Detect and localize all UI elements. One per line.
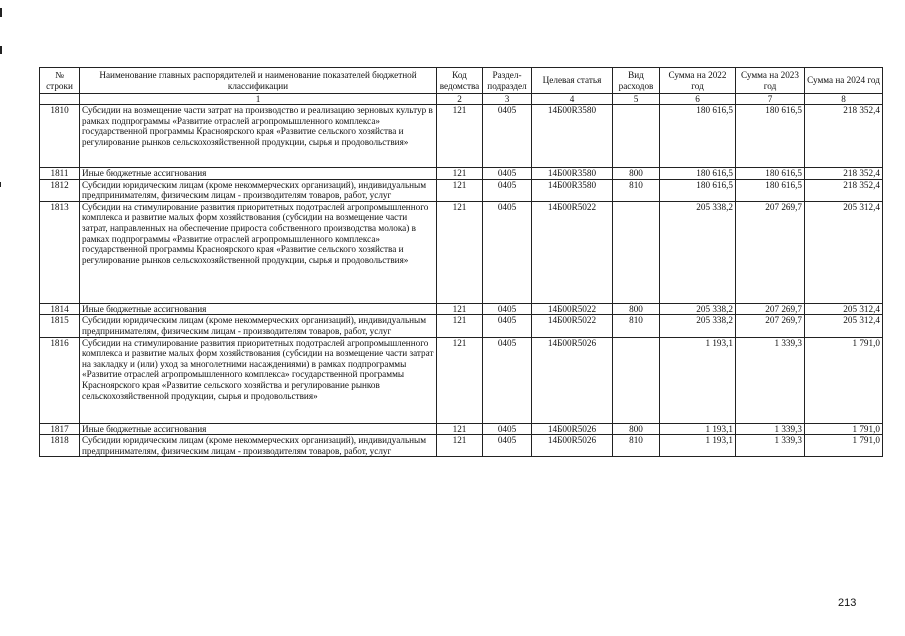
sum-2022: 205 338,2 <box>660 315 736 337</box>
column-number-row <box>40 94 883 105</box>
department-code: 121 <box>437 435 483 457</box>
expense-type <box>613 337 660 423</box>
column-number <box>40 94 80 105</box>
sum-2022: 1 193,1 <box>660 435 736 457</box>
sum-2022: 1 193,1 <box>660 423 736 435</box>
column-number: 8 <box>805 94 883 105</box>
expense-type: 810 <box>613 315 660 337</box>
sum-2022: 205 338,2 <box>660 303 736 315</box>
expense-type: 810 <box>613 435 660 457</box>
sum-2024: 1 791,0 <box>805 435 883 457</box>
header-cell-sum-2024: Сумма на 2024 год <box>805 68 883 94</box>
target-article: 14Б00R5026 <box>532 423 613 435</box>
sum-2024: 218 352,4 <box>805 168 883 180</box>
row-name: Субсидии юридическим лицам (кроме некоммерческих организаций), индивидуальным предпринимателям, физическим лицам - производителям товаров, работ, услуг <box>80 435 437 457</box>
sum-2024: 218 352,4 <box>805 179 883 201</box>
target-article: 14Б00R5022 <box>532 303 613 315</box>
table-row <box>40 201 883 303</box>
page-number: 213 <box>838 597 857 609</box>
sum-2023: 1 339,3 <box>736 337 805 423</box>
target-article: 14Б00R5026 <box>532 337 613 423</box>
sum-2024: 205 312,4 <box>805 315 883 337</box>
sum-2022: 180 616,5 <box>660 105 736 168</box>
sum-2022: 180 616,5 <box>660 168 736 180</box>
column-number: 3 <box>483 94 532 105</box>
header-row <box>40 68 883 94</box>
department-code: 121 <box>437 179 483 201</box>
department-code: 121 <box>437 337 483 423</box>
row-name: Субсидии на возмещение части затрат на производство и реализацию зерновых культур в рамках подпрограммы «Развитие отраслей агропромышленного комплекса» государственной программы Красноярского края «Развитие сельского хозяйства и регулирование рынков сельскохозяйственной продукции, сырья и продовольствия» <box>80 105 437 168</box>
row-number: 1815 <box>40 315 80 337</box>
expense-type <box>613 201 660 303</box>
row-number: 1817 <box>40 423 80 435</box>
table-row <box>40 179 883 201</box>
department-code: 121 <box>437 105 483 168</box>
expense-type: 810 <box>613 179 660 201</box>
sum-2024: 1 791,0 <box>805 423 883 435</box>
scan-margin-mark <box>0 182 1 187</box>
row-number: 1811 <box>40 168 80 180</box>
section-code: 0405 <box>483 435 532 457</box>
column-number: 4 <box>532 94 613 105</box>
department-code: 121 <box>437 315 483 337</box>
target-article: 14Б00R5026 <box>532 435 613 457</box>
row-name: Субсидии юридическим лицам (кроме некоммерческих организаций), индивидуальным предпринимателям, физическим лицам - производителям товаров, работ, услуг <box>80 315 437 337</box>
expense-type <box>613 105 660 168</box>
expense-type: 800 <box>613 303 660 315</box>
table-row <box>40 423 883 435</box>
table-row <box>40 303 883 315</box>
header-cell-target-article: Целевая статья <box>532 68 613 94</box>
table-row <box>40 105 883 168</box>
section-code: 0405 <box>483 201 532 303</box>
target-article: 14Б00R5022 <box>532 315 613 337</box>
row-number: 1814 <box>40 303 80 315</box>
expense-type: 800 <box>613 168 660 180</box>
row-number: 1818 <box>40 435 80 457</box>
sum-2023: 180 616,5 <box>736 179 805 201</box>
target-article: 14Б00R3580 <box>532 179 613 201</box>
sum-2024: 218 352,4 <box>805 105 883 168</box>
sum-2023: 207 269,7 <box>736 303 805 315</box>
column-number: 1 <box>80 94 437 105</box>
section-code: 0405 <box>483 423 532 435</box>
row-name: Иные бюджетные ассигнования <box>80 423 437 435</box>
row-number: 1810 <box>40 105 80 168</box>
target-article: 14Б00R5022 <box>532 201 613 303</box>
section-code: 0405 <box>483 315 532 337</box>
row-name: Иные бюджетные ассигнования <box>80 303 437 315</box>
sum-2023: 1 339,3 <box>736 423 805 435</box>
sum-2024: 205 312,4 <box>805 303 883 315</box>
target-article: 14Б00R3580 <box>532 168 613 180</box>
section-code: 0405 <box>483 105 532 168</box>
department-code: 121 <box>437 168 483 180</box>
row-number: 1812 <box>40 179 80 201</box>
row-name: Субсидии на стимулирование развития приоритетных подотраслей агропромышленного комплекса и развитие малых форм хозяйствования (субсидии на возмещение части затрат, направленных на обеспечение прироста собственного производства молока) в рамках подпрограммы «Развитие отраслей агропромышленного комплекса» государственной программы Красноярского края «Развитие сельского хозяйства и регулирование рынков сельскохозяйственной продукции, сырья и продовольствия» <box>80 201 437 303</box>
column-number: 2 <box>437 94 483 105</box>
department-code: 121 <box>437 303 483 315</box>
sum-2023: 207 269,7 <box>736 315 805 337</box>
table-row <box>40 315 883 337</box>
header-cell-name: Наименование главных распорядителей и наименование показателей бюджетной классификации <box>80 68 437 94</box>
table-row <box>40 337 883 423</box>
department-code: 121 <box>437 423 483 435</box>
header-cell-row-number: № строки <box>40 68 80 94</box>
scan-margin-mark <box>0 46 2 54</box>
row-name: Субсидии юридическим лицам (кроме некоммерческих организаций), индивидуальным предпринимателям, физическим лицам - производителям товаров, работ, услуг <box>80 179 437 201</box>
table-row <box>40 168 883 180</box>
header-cell-expense-type: Вид расходов <box>613 68 660 94</box>
row-name: Иные бюджетные ассигнования <box>80 168 437 180</box>
table-row <box>40 435 883 457</box>
sum-2023: 180 616,5 <box>736 168 805 180</box>
section-code: 0405 <box>483 168 532 180</box>
row-name: Субсидии на стимулирование развития приоритетных подотраслей агропромышленного комплекса и развитие малых форм хозяйствования (субсидии на возмещение части затрат на закладку и (или) уход за многолетними насаждениями) в рамках подпрограммы «Развитие отраслей агропромышленного комплекса» государственной программы Красноярского края «Развитие сельского хозяйства и регулирование рынков сельскохозяйственной продукции, сырья и продовольствия» <box>80 337 437 423</box>
section-code: 0405 <box>483 303 532 315</box>
column-number: 5 <box>613 94 660 105</box>
expense-type: 800 <box>613 423 660 435</box>
sum-2022: 180 616,5 <box>660 179 736 201</box>
row-number: 1813 <box>40 201 80 303</box>
scan-margin-mark <box>0 8 2 17</box>
header-cell-sum-2023: Сумма на 2023 год <box>736 68 805 94</box>
sum-2023: 207 269,7 <box>736 201 805 303</box>
header-cell-section: Раздел-подраздел <box>483 68 532 94</box>
sum-2023: 1 339,3 <box>736 435 805 457</box>
department-code: 121 <box>437 201 483 303</box>
sum-2022: 205 338,2 <box>660 201 736 303</box>
target-article: 14Б00R3580 <box>532 105 613 168</box>
sum-2023: 180 616,5 <box>736 105 805 168</box>
budget-table <box>39 67 883 457</box>
sum-2024: 1 791,0 <box>805 337 883 423</box>
section-code: 0405 <box>483 179 532 201</box>
sum-2022: 1 193,1 <box>660 337 736 423</box>
sum-2024: 205 312,4 <box>805 201 883 303</box>
header-cell-sum-2022: Сумма на 2022 год <box>660 68 736 94</box>
column-number: 6 <box>660 94 736 105</box>
section-code: 0405 <box>483 337 532 423</box>
row-number: 1816 <box>40 337 80 423</box>
column-number: 7 <box>736 94 805 105</box>
header-cell-department-code: Код ведомства <box>437 68 483 94</box>
